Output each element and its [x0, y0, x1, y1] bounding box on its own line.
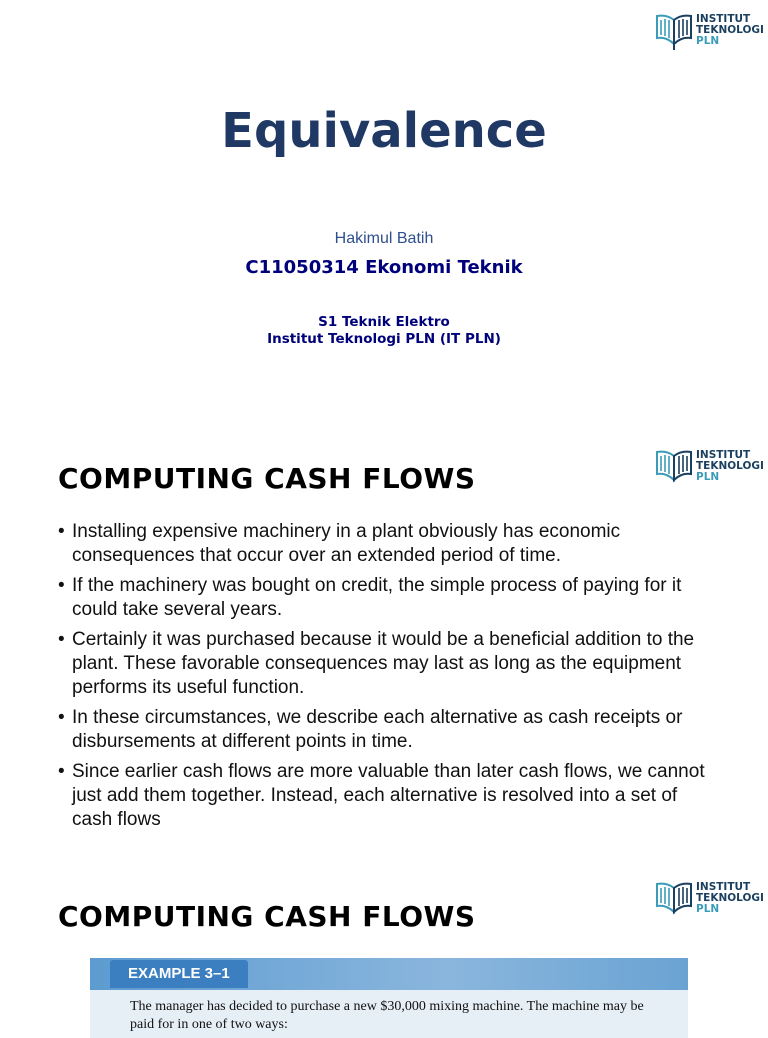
bullet-text: In these circumstances, we describe each alternative as cash receipts or disbursements at different points in time.: [72, 707, 683, 752]
itpln-logo: [654, 10, 764, 50]
logo-line-1: INSTITUT: [696, 12, 751, 25]
logo-line-3: PLN: [696, 902, 720, 915]
bullet-text: Since earlier cash flows are more valuable than later cash flows, we cannot just add them together. Instead, each alternative is resolved into a set of cash flows: [72, 761, 705, 830]
institution: Institut Teknologi PLN (IT PLN): [267, 331, 501, 347]
bullet-text: If the machinery was bought on credit, the simple process of paying for it could take several years.: [72, 575, 682, 620]
logo-line-3: PLN: [696, 34, 720, 47]
title-slide: [0, 0, 768, 432]
itpln-logo: [654, 446, 764, 486]
list-item: [58, 628, 718, 700]
logo-wordmark: [696, 450, 764, 483]
list-item: [58, 760, 718, 832]
logo-line-3: PLN: [696, 470, 720, 483]
book-logo-icon: [654, 446, 694, 486]
book-logo-icon: [654, 878, 694, 918]
logo-line-2: TEKNOLOGI: [696, 459, 764, 472]
section-title: COMPUTING CASH FLOWS: [58, 900, 476, 933]
list-item: [58, 520, 718, 568]
author-name: Hakimul Batih: [334, 230, 434, 247]
bullet-text: Certainly it was purchased because it would be a beneficial addition to the plant. These favorable consequences may last as long as the equipment performs its useful function.: [72, 629, 695, 698]
bullet-icon: •: [58, 575, 65, 596]
example-slide: [0, 864, 768, 1032]
bullet-icon: •: [58, 629, 65, 650]
bullet-icon: •: [58, 521, 65, 542]
example-text: The manager has decided to purchase a new $30,000 mixing machine. The machine may be paid for in one of two ways:: [130, 999, 644, 1032]
department-block: [0, 314, 768, 348]
bullet-text: Installing expensive machinery in a plant obviously has economic consequences that occur over an extended period of time.: [72, 521, 621, 566]
slide-title: Equivalence: [221, 103, 547, 159]
logo-wordmark: [696, 882, 764, 915]
bullet-list: [58, 520, 718, 838]
section-title: COMPUTING CASH FLOWS: [58, 462, 476, 495]
logo-line-1: INSTITUT: [696, 880, 751, 893]
list-item: [58, 706, 718, 754]
example-label: EXAMPLE 3–1: [110, 960, 248, 988]
example-box: [90, 958, 688, 1038]
example-header: [90, 958, 688, 990]
logo-line-2: TEKNOLOGI: [696, 23, 764, 36]
department: S1 Teknik Elektro: [318, 314, 450, 330]
logo-line-2: TEKNOLOGI: [696, 891, 764, 904]
book-logo-icon: [654, 10, 694, 50]
logo-wordmark: [696, 14, 764, 47]
bullet-icon: •: [58, 761, 65, 782]
bullet-icon: •: [58, 707, 65, 728]
list-item: [58, 574, 718, 622]
course-code: C11050314 Ekonomi Teknik: [245, 257, 523, 278]
logo-line-1: INSTITUT: [696, 448, 751, 461]
cash-flow-slide: [0, 432, 768, 864]
itpln-logo: [654, 878, 764, 918]
